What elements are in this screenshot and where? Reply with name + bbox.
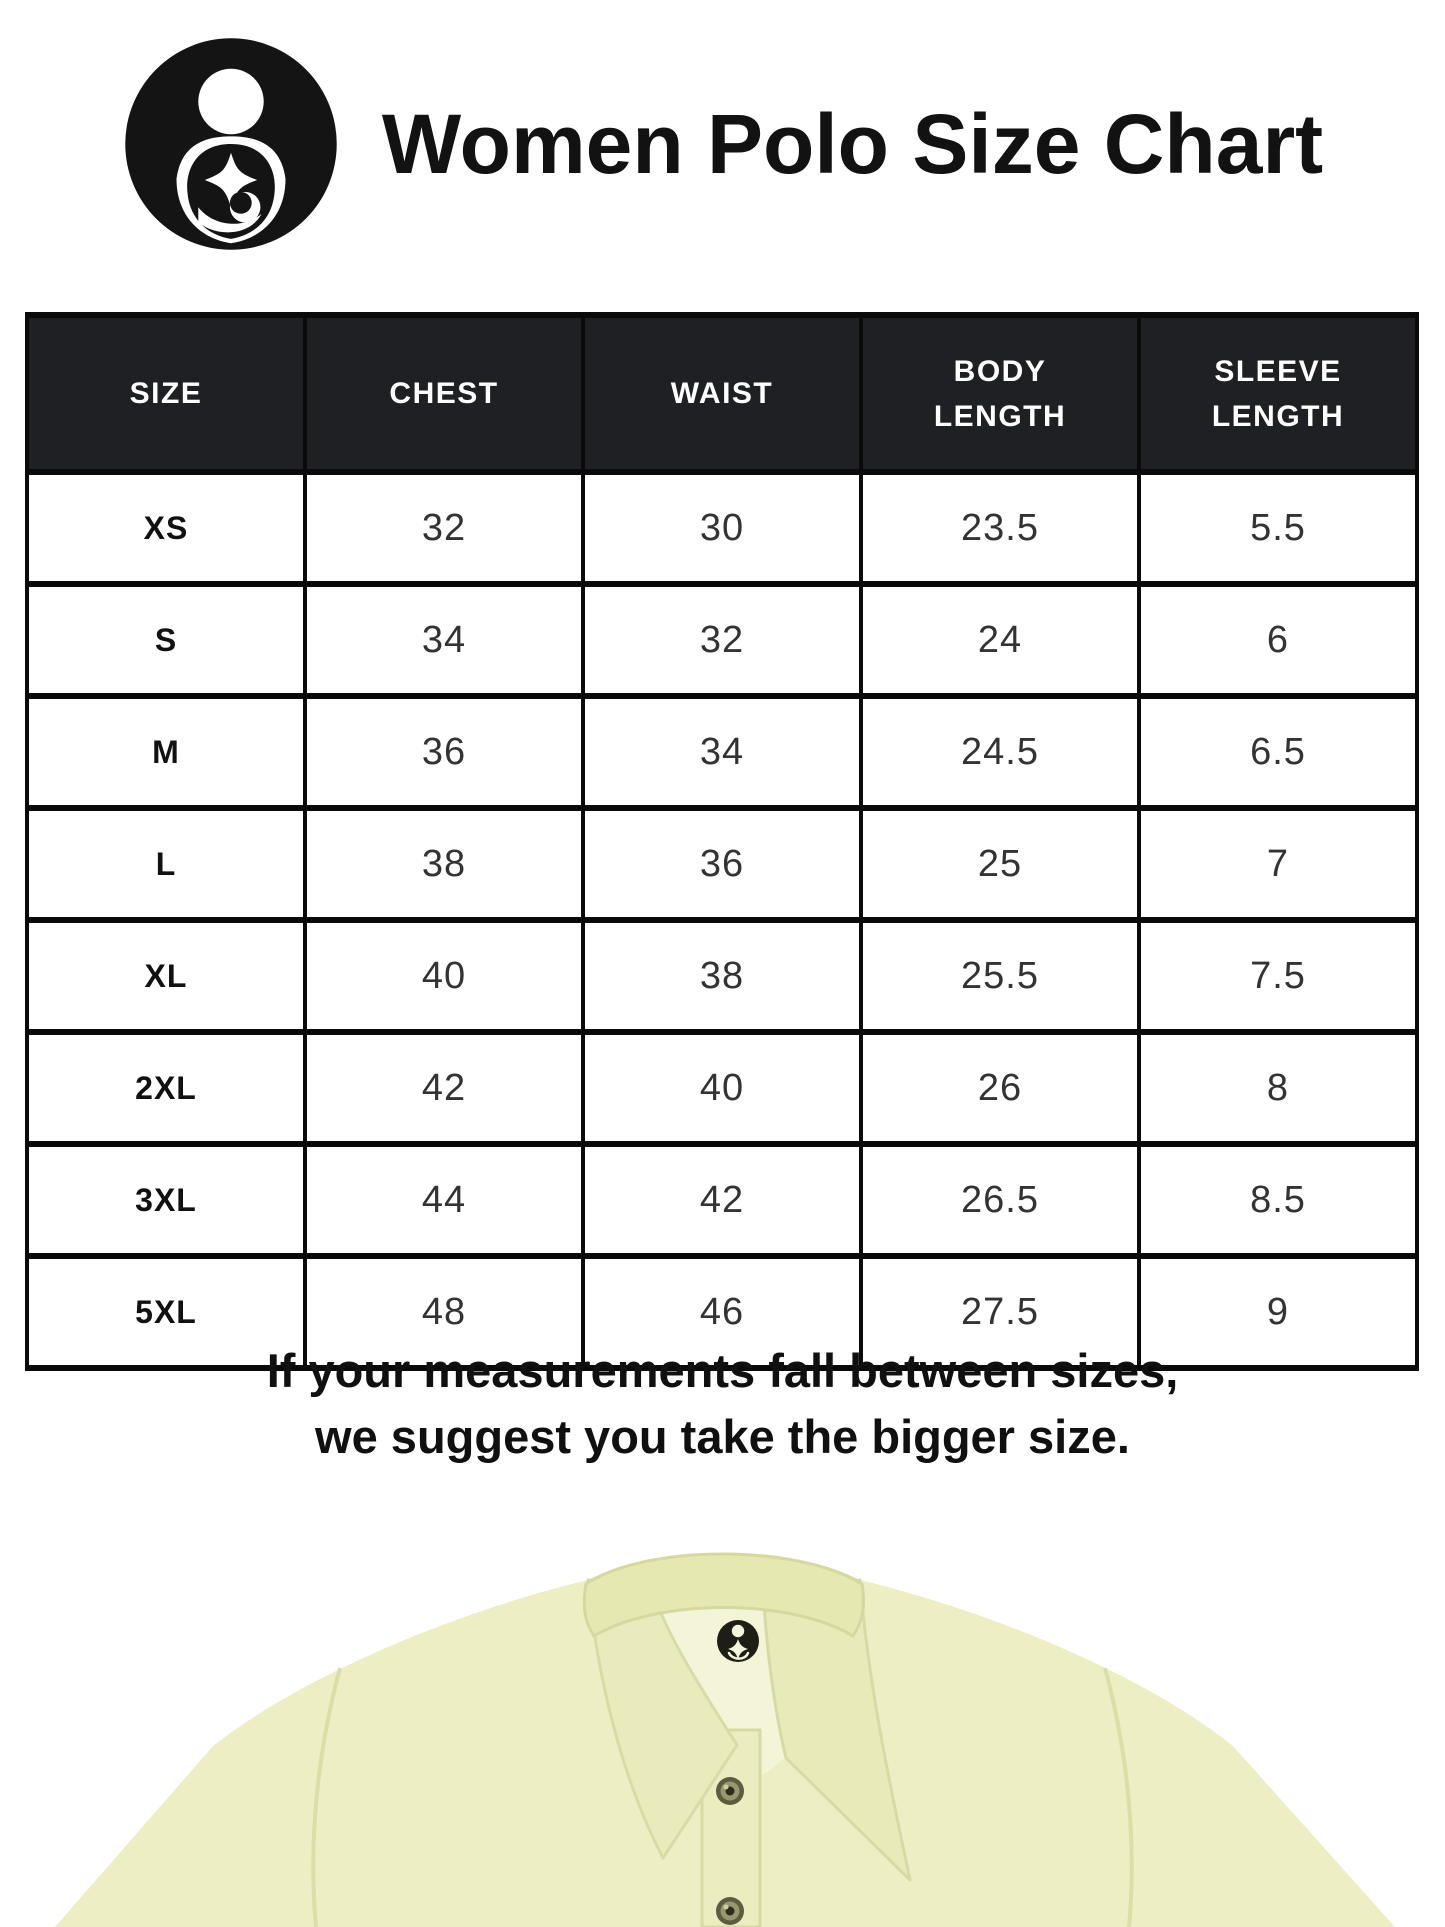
header-waist: WAIST — [583, 315, 861, 472]
cell-size: M — [27, 696, 305, 808]
cell-chest: 40 — [305, 920, 583, 1032]
table-row — [27, 808, 1417, 920]
polo-button-bottom — [716, 1897, 744, 1925]
polo-shirt-image — [0, 1520, 1445, 1927]
cell-chest: 32 — [305, 472, 583, 584]
cell-waist: 38 — [583, 920, 861, 1032]
polo-shirt-graphic — [0, 1520, 1445, 1927]
cell-sleeve-length: 7 — [1139, 808, 1417, 920]
cell-size: L — [27, 808, 305, 920]
cell-size: 3XL — [27, 1144, 305, 1256]
header-sleeve-length: SLEEVE LENGTH — [1139, 315, 1417, 472]
cell-chest: 48 — [305, 1256, 583, 1368]
table-row — [27, 696, 1417, 808]
brand-logo-icon — [122, 35, 340, 253]
page-title: Women Polo Size Chart — [381, 96, 1324, 191]
cell-waist: 40 — [583, 1032, 861, 1144]
cell-chest: 38 — [305, 808, 583, 920]
cell-chest: 44 — [305, 1144, 583, 1256]
cell-body-length: 26.5 — [861, 1144, 1139, 1256]
cell-chest: 36 — [305, 696, 583, 808]
header-body-length: BODY LENGTH — [861, 315, 1139, 472]
polo-button-top — [716, 1777, 744, 1805]
cell-waist: 42 — [583, 1144, 861, 1256]
cell-body-length: 27.5 — [861, 1256, 1139, 1368]
sizing-note-line2: we suggest you take the bigger size. — [315, 1410, 1130, 1463]
cell-sleeve-length: 7.5 — [1139, 920, 1417, 1032]
table-row — [27, 1032, 1417, 1144]
sizing-note — [0, 1338, 1445, 1470]
cell-chest: 34 — [305, 584, 583, 696]
table-row — [27, 472, 1417, 584]
table-row — [27, 920, 1417, 1032]
header-row — [27, 315, 1417, 472]
size-chart-header — [27, 315, 1417, 472]
cell-waist: 36 — [583, 808, 861, 920]
cell-body-length: 25 — [861, 808, 1139, 920]
neck-tag-logo-icon — [717, 1620, 759, 1662]
cell-sleeve-length: 6.5 — [1139, 696, 1417, 808]
cell-chest: 42 — [305, 1032, 583, 1144]
size-chart-table — [25, 312, 1419, 1371]
brand-header — [0, 34, 1445, 254]
cell-size: S — [27, 584, 305, 696]
size-chart-body — [27, 472, 1417, 1368]
cell-size: XS — [27, 472, 305, 584]
cell-sleeve-length: 8 — [1139, 1032, 1417, 1144]
cell-sleeve-length: 6 — [1139, 584, 1417, 696]
header-chest: CHEST — [305, 315, 583, 472]
cell-waist: 34 — [583, 696, 861, 808]
cell-size: XL — [27, 920, 305, 1032]
cell-sleeve-length: 5.5 — [1139, 472, 1417, 584]
cell-body-length: 26 — [861, 1032, 1139, 1144]
table-row — [27, 584, 1417, 696]
cell-waist: 46 — [583, 1256, 861, 1368]
cell-size: 2XL — [27, 1032, 305, 1144]
cell-waist: 32 — [583, 584, 861, 696]
cell-body-length: 23.5 — [861, 472, 1139, 584]
cell-body-length: 24.5 — [861, 696, 1139, 808]
cell-sleeve-length: 8.5 — [1139, 1144, 1417, 1256]
table-row — [27, 1144, 1417, 1256]
cell-sleeve-length: 9 — [1139, 1256, 1417, 1368]
cell-waist: 30 — [583, 472, 861, 584]
cell-body-length: 24 — [861, 584, 1139, 696]
header-size: SIZE — [27, 315, 305, 472]
cell-body-length: 25.5 — [861, 920, 1139, 1032]
cell-size: 5XL — [27, 1256, 305, 1368]
sizing-note-line1: If your measurements fall between sizes, — [266, 1344, 1179, 1397]
